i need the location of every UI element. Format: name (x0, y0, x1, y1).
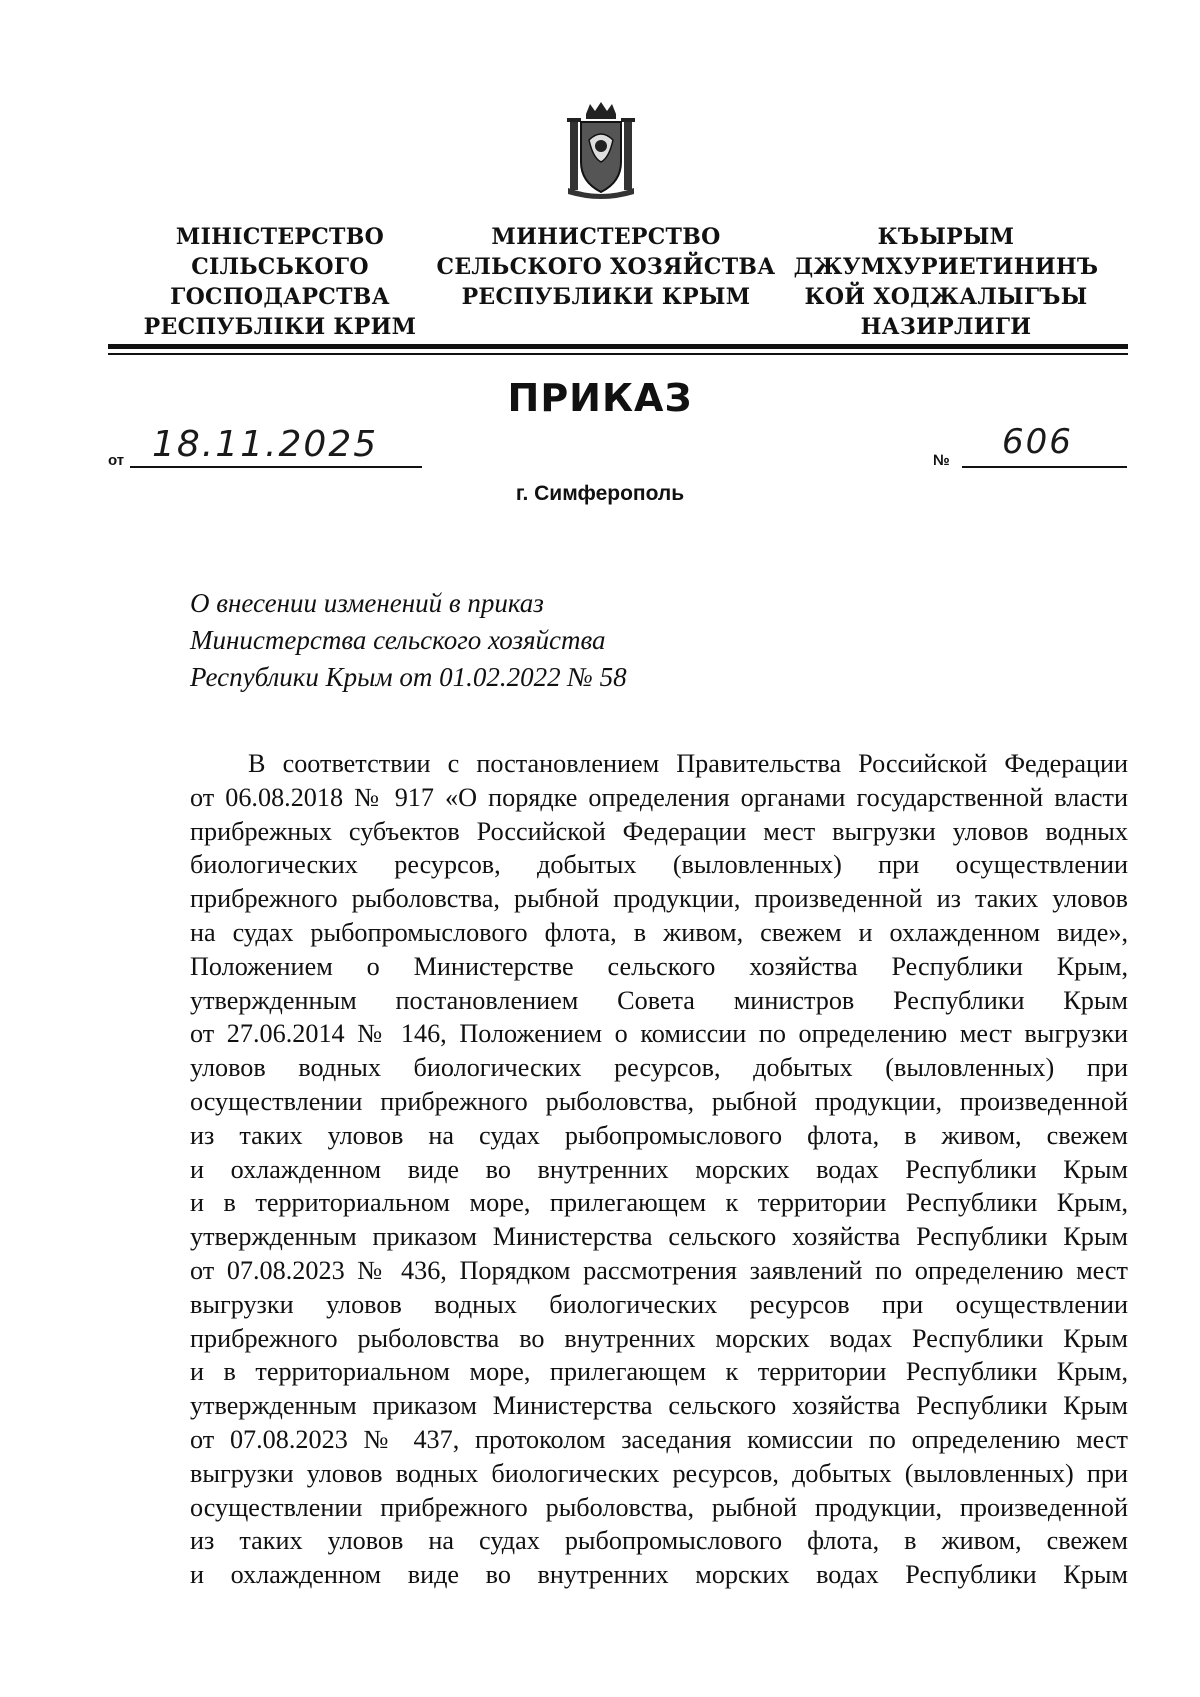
date-value: 18.11.2025 (152, 424, 379, 465)
ministry-line: НАЗИРЛИГИ (860, 314, 1032, 340)
ministry-line: МИНИСТЕРСТВО (491, 224, 721, 250)
body-line: и в территориальном море, прилегающем к территории Республики Крым, (190, 1188, 1128, 1218)
body-line: осуществлении прибрежного рыболовства, рыбной продукции, произведенной (190, 1086, 1128, 1116)
body-line: и охлажденном виде во внутренних морских водах Республики Крым (190, 1154, 1128, 1184)
subject-line: О внесении изменений в приказ (190, 588, 544, 618)
number-underline (962, 466, 1127, 468)
subject-line: Министерства сельского хозяйства (190, 625, 606, 655)
document-title: ПРИКАЗ (507, 376, 693, 420)
body-line: выгрузки уловов водных биологических ресурсов, добытых (выловленных) при (190, 1458, 1128, 1488)
body-line: Положением о Министерстве сельского хозяйства Республики Крым, (190, 951, 1128, 981)
order-subject (190, 585, 627, 696)
body-line: уловов водных биологических ресурсов, добытых (выловленных) при (190, 1053, 1128, 1083)
body-line: и охлажденном виде во внутренних морских водах Республики Крым (190, 1560, 1128, 1590)
ministry-line: СІЛЬСЬКОГО (191, 254, 369, 280)
body-line: из таких уловов на судах рыбопромыслового флота, в живом, свежем (190, 1526, 1128, 1556)
body-line: от 06.08.2018 № 917 «О порядке определения органами государственной власти (190, 782, 1128, 812)
header-divider-thin (108, 353, 1128, 355)
body-line: выгрузки уловов водных биологических ресурсов при осуществлении (190, 1289, 1128, 1319)
ministry-line: РЕСПУБЛИКИ КРЫМ (461, 284, 751, 310)
body-line: и в территориальном море, прилегающем к территории Республики Крым, (190, 1357, 1128, 1387)
body-line: от 27.06.2014 № 146, Положением о комиссии по определению мест выгрузки (190, 1019, 1128, 1049)
ministry-line: ДЖУМХУРИЕТИНИНЪ (793, 254, 1099, 280)
ministry-line: КЪЫРЫМ (877, 224, 1015, 250)
body-line: прибрежного рыболовства, рыбной продукции, произведенной из таких уловов (190, 884, 1128, 914)
body-line: на судах рыбопромыслового флота, в живом, свежем и охлажденном виде», (190, 917, 1128, 947)
body-line: из таких уловов на судах рыбопромыслового флота, в живом, свежем (190, 1120, 1128, 1150)
header-divider-thick (108, 344, 1128, 349)
body-line: от 07.08.2023 № 436, Порядком рассмотрения заявлений по определению мест (190, 1255, 1128, 1285)
subject-line: Республики Крым от 01.02.2022 № 58 (190, 662, 627, 692)
body-line: утвержденным приказом Министерства сельского хозяйства Республики Крым (190, 1391, 1128, 1421)
body-line: утвержденным приказом Министерства сельского хозяйства Республики Крым (190, 1222, 1128, 1252)
body-line: прибрежного рыболовства во внутренних морских водах Республики Крым (190, 1323, 1128, 1353)
ministry-line: ГОСПОДАРСТВА (170, 284, 390, 310)
ministry-line: РЕСПУБЛІКИ КРИМ (143, 314, 417, 340)
ministry-line: КОЙ ХОДЖАЛЫГЪЫ (804, 284, 1088, 310)
ministry-name-ukrainian (130, 222, 430, 342)
number-label: № (933, 452, 950, 469)
coat-of-arms-icon (564, 100, 638, 200)
body-line: утвержденным постановлением Совета министров Республики Крым (190, 985, 1128, 1015)
date-underline (130, 466, 422, 468)
city-name: г. Симферополь (515, 482, 685, 505)
body-line: В соответствии с постановлением Правительства Российской Федерации (248, 749, 1128, 778)
ministry-name-russian (436, 222, 776, 312)
body-line: осуществлении прибрежного рыболовства, рыбной продукции, произведенной (190, 1492, 1128, 1522)
number-value: 606 (1002, 422, 1073, 462)
body-line: от 07.08.2023 № 437, протоколом заседания комиссии по определению мест (190, 1424, 1128, 1454)
date-label: от (108, 452, 125, 469)
ministry-line: МІНІСТЕРСТВО (175, 224, 385, 250)
ministry-line: СЕЛЬСКОГО ХОЗЯЙСТВА (436, 254, 776, 280)
body-line: биологических ресурсов, добытых (выловленных) при осуществлении (190, 850, 1128, 880)
order-body (190, 747, 1128, 1592)
ministry-name-crimean-tatar (786, 222, 1106, 342)
body-line: прибрежных субъектов Российской Федерации мест выгрузки уловов водных (190, 816, 1128, 846)
